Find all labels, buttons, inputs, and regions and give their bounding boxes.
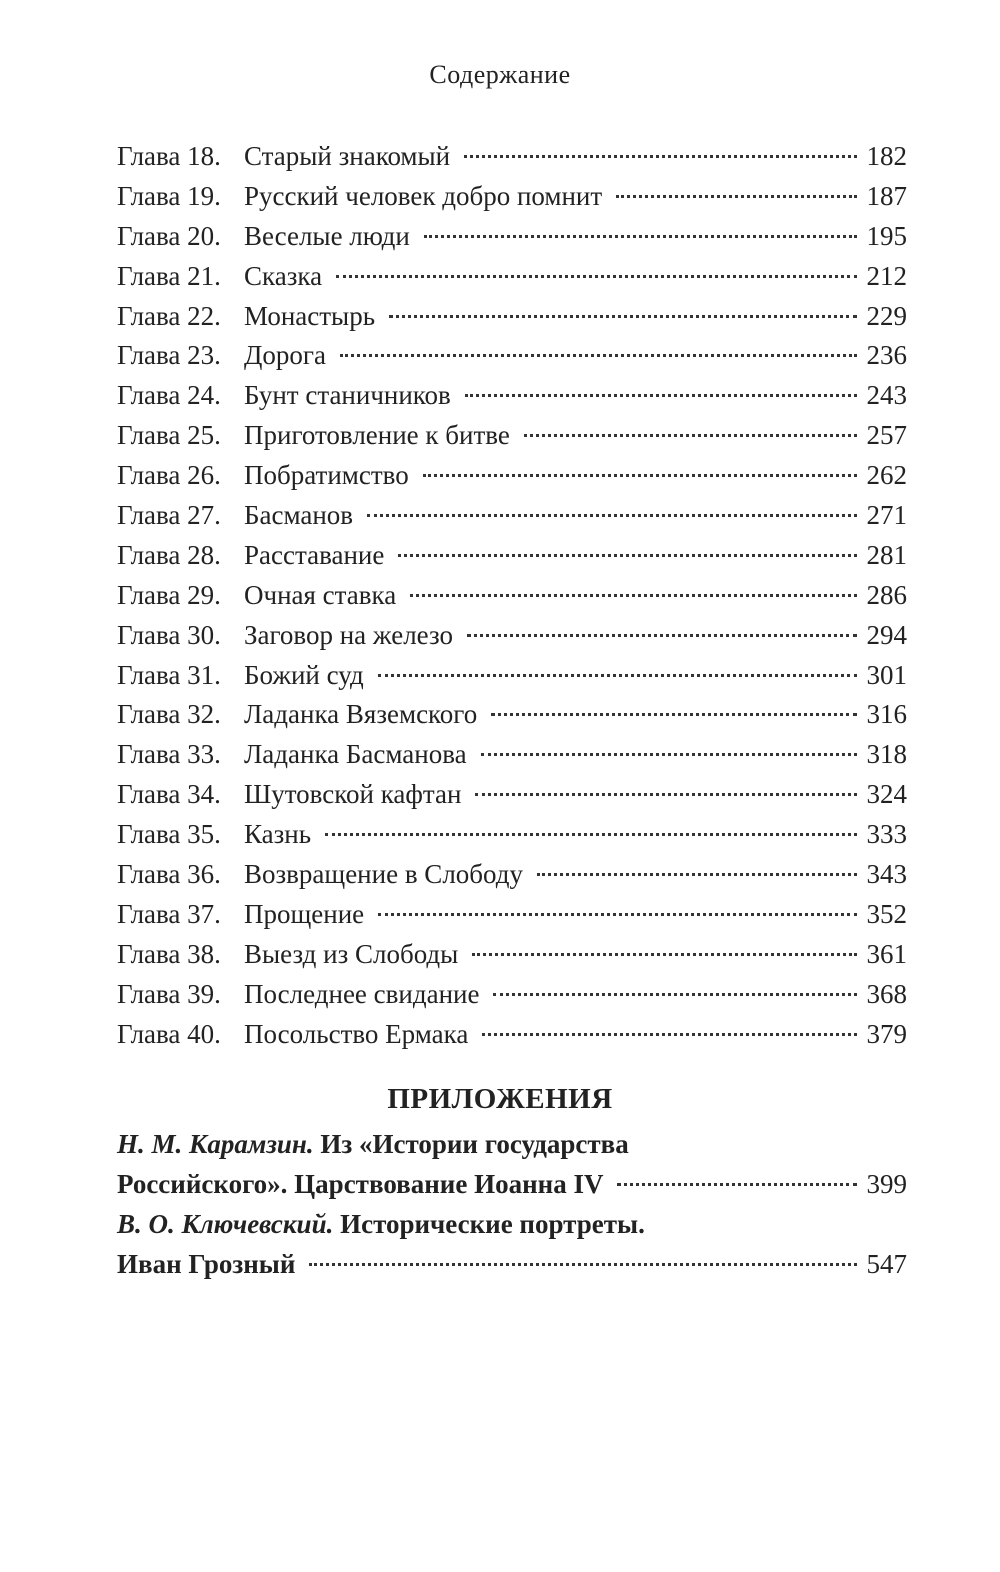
toc-entry[interactable] (117, 297, 907, 337)
appendix-author: В. О. Ключевский. (117, 1209, 334, 1239)
dot-leader (491, 713, 856, 716)
toc-entry[interactable] (117, 855, 907, 895)
toc-entry[interactable] (117, 656, 907, 696)
dot-leader (617, 1183, 856, 1186)
chapter-number: Глава 27. (117, 500, 221, 531)
page-number: 187 (866, 180, 907, 211)
toc-entry[interactable] (117, 576, 907, 616)
page-number: 294 (866, 619, 907, 650)
chapter-title: Заговор на железо (244, 619, 453, 650)
dot-leader (424, 235, 857, 238)
dot-leader (465, 394, 857, 397)
chapter-title: Прощение (244, 898, 365, 929)
dot-leader (524, 434, 857, 437)
appendix-entry[interactable] (117, 1124, 907, 1204)
toc-entry[interactable] (117, 975, 907, 1015)
dot-leader (378, 674, 857, 677)
toc-entry[interactable] (117, 935, 907, 975)
dot-leader (481, 753, 857, 756)
chapter-number: Глава 20. (117, 220, 221, 251)
page-number: 257 (866, 420, 907, 451)
page-number: 212 (866, 260, 907, 291)
page-number: 281 (866, 539, 907, 570)
page-number: 333 (866, 819, 907, 850)
toc-entry[interactable] (117, 336, 907, 376)
toc-entry[interactable] (117, 257, 907, 297)
chapter-title: Казнь (244, 819, 312, 850)
toc-entry[interactable] (117, 177, 907, 217)
dot-leader (537, 873, 857, 876)
table-of-contents (117, 137, 907, 1054)
toc-entry[interactable] (117, 695, 907, 735)
page-number: 271 (866, 500, 907, 531)
page-number: 324 (866, 779, 907, 810)
appendix-entry-line (117, 1244, 907, 1284)
chapter-title: Старый знакомый (244, 141, 451, 171)
chapter-number: Глава 40. (117, 1018, 221, 1049)
page-number: 318 (866, 739, 907, 770)
toc-entry[interactable] (117, 416, 907, 456)
dot-leader (423, 474, 857, 477)
dot-leader (482, 1033, 856, 1036)
chapter-number: Глава 18. (117, 141, 221, 171)
toc-entry[interactable] (117, 895, 907, 935)
page-number: 399 (866, 1169, 907, 1199)
page-number: 243 (866, 380, 907, 411)
chapter-number: Глава 24. (117, 380, 221, 411)
toc-entry[interactable] (117, 775, 907, 815)
toc-entry[interactable] (117, 616, 907, 656)
toc-entry[interactable] (117, 815, 907, 855)
page-number: 368 (866, 978, 907, 1009)
toc-entry[interactable] (117, 137, 907, 177)
appendix-heading: ПРИЛОЖЕНИЯ (387, 1083, 613, 1115)
chapter-title: Монастырь (244, 300, 376, 331)
dot-leader (475, 793, 856, 796)
dot-leader (467, 634, 857, 637)
chapter-number: Глава 23. (117, 340, 221, 371)
page-number: 286 (866, 579, 907, 610)
chapter-number: Глава 35. (117, 819, 221, 850)
chapter-title: Побратимство (244, 460, 409, 491)
chapter-number: Глава 21. (117, 260, 221, 291)
chapter-number: Глава 22. (117, 300, 221, 331)
chapter-number: Глава 38. (117, 938, 221, 969)
chapter-title: Сказка (244, 260, 323, 291)
page-number: 301 (866, 659, 907, 690)
dot-leader (336, 275, 856, 278)
dot-leader (464, 155, 856, 158)
appendix-author: Н. М. Карамзин. (117, 1129, 314, 1159)
toc-entry[interactable] (117, 217, 907, 257)
chapter-title: Расставание (244, 539, 385, 570)
toc-entry[interactable] (117, 496, 907, 536)
chapter-title: Приготовление к битве (244, 420, 510, 451)
chapter-number: Глава 25. (117, 420, 221, 451)
dot-leader (389, 315, 856, 318)
appendix-entry[interactable] (117, 1204, 907, 1284)
chapter-title: Ладанка Вяземского (244, 699, 478, 730)
chapter-title: Басманов (244, 500, 354, 531)
appendix-title-start: Из «Истории государства (313, 1129, 629, 1159)
appendix-title-end: Иван Грозный (117, 1249, 296, 1279)
page-number: 182 (866, 141, 907, 171)
page-number: 352 (866, 898, 907, 929)
chapter-title: Веселые люди (244, 220, 410, 251)
dot-leader (410, 594, 856, 597)
chapter-number: Глава 32. (117, 699, 221, 730)
dot-leader (472, 953, 856, 956)
page-number: 195 (866, 220, 907, 251)
dot-leader (325, 833, 856, 836)
chapter-title: Шутовской кафтан (244, 779, 462, 810)
page-number: 547 (866, 1249, 907, 1279)
dot-leader (367, 514, 856, 517)
chapter-number: Глава 33. (117, 739, 221, 770)
chapter-title: Ладанка Басманова (244, 739, 467, 770)
chapter-title: Последнее свидание (244, 978, 480, 1009)
appendix-title-end: Российского». Царствование Иоанна IV (117, 1169, 604, 1199)
chapter-number: Глава 36. (117, 859, 221, 890)
toc-entry[interactable] (117, 456, 907, 496)
toc-entry[interactable] (117, 1015, 907, 1055)
chapter-title: Возвращение в Слободу (244, 859, 523, 890)
dot-leader (378, 913, 856, 916)
chapter-number: Глава 30. (117, 619, 221, 650)
toc-entry[interactable] (117, 735, 907, 775)
appendix-entry-line (117, 1164, 907, 1204)
toc-entry[interactable] (117, 376, 907, 416)
dot-leader (616, 195, 856, 198)
chapter-number: Глава 28. (117, 539, 221, 570)
appendix-title-start: Исторические портреты. (333, 1209, 645, 1239)
dot-leader (493, 993, 856, 996)
chapter-title: Бунт станичников (244, 380, 451, 411)
chapter-number: Глава 31. (117, 659, 221, 690)
page-number: 316 (866, 699, 907, 730)
chapter-title: Очная ставка (244, 579, 397, 610)
chapter-number: Глава 29. (117, 579, 221, 610)
page-number: 236 (866, 340, 907, 371)
chapter-title: Дорога (244, 340, 326, 371)
toc-entry[interactable] (117, 536, 907, 576)
chapter-title: Посольство Ермака (244, 1018, 469, 1049)
chapter-title: Русский человек добро помнит (244, 180, 603, 211)
appendix-entry-line (117, 1204, 907, 1244)
appendix-entry-line (117, 1124, 907, 1164)
chapter-number: Глава 37. (117, 898, 221, 929)
chapter-number: Глава 39. (117, 978, 221, 1009)
page-number: 262 (866, 460, 907, 491)
chapter-title: Выезд из Слободы (244, 938, 459, 969)
chapter-number: Глава 19. (117, 180, 221, 211)
page-number: 379 (866, 1018, 907, 1049)
chapter-number: Глава 26. (117, 460, 221, 491)
page-number: 343 (866, 859, 907, 890)
running-title: Содержание (429, 60, 571, 89)
page-number: 361 (866, 938, 907, 969)
page-number: 229 (866, 300, 907, 331)
chapter-number: Глава 34. (117, 779, 221, 810)
dot-leader (398, 554, 856, 557)
chapter-title: Божий суд (244, 659, 364, 690)
dot-leader (309, 1263, 856, 1266)
dot-leader (340, 354, 857, 357)
